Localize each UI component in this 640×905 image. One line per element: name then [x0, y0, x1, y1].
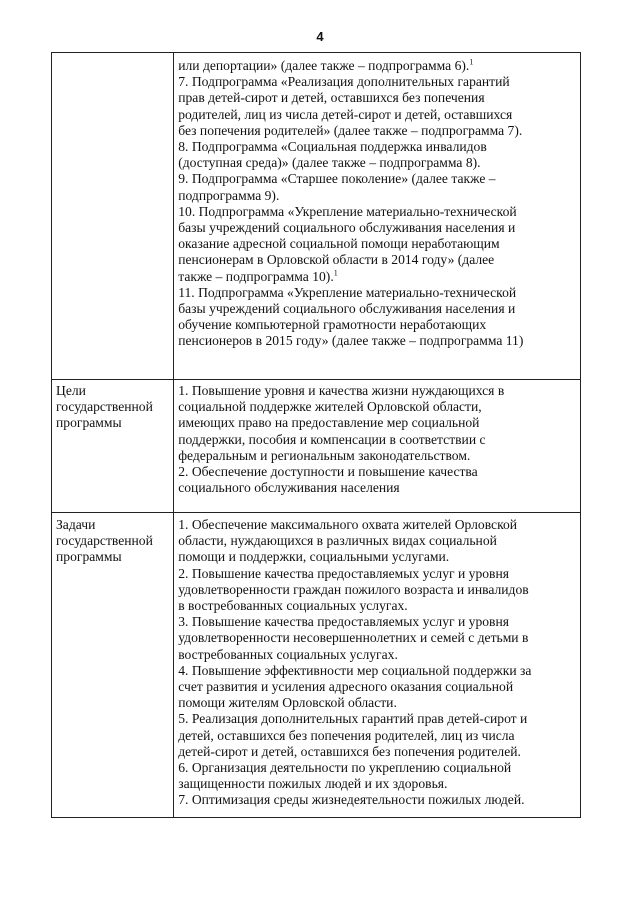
content-line: 7. Подпрограмма «Реализация дополнительных гарантий: [178, 74, 510, 90]
content-line: 1. Обеспечение максимального охвата жителей Орловской: [178, 517, 518, 532]
content-line: базы учреждений социального обслуживания населения и: [178, 220, 516, 236]
row-label-tasks: Задачи государственной программы: [52, 513, 174, 818]
table-row-tasks: [52, 513, 581, 818]
program-passport-table: [51, 52, 581, 818]
content-line: 2. Повышение качества предоставляемых услуг и уровня: [178, 565, 509, 581]
content-line: поддержки, пособия и компенсации в соответствии с: [178, 431, 486, 447]
content-line: имеющих право на предоставление мер социальной: [178, 415, 480, 431]
content-line: удовлетворенности граждан пожилого возраста и инвалидов: [178, 581, 529, 597]
content-line: пенсионеров в 2015 году» (далее также – подпрограмма 11): [178, 333, 524, 349]
content-line: прав детей-сирот и детей, оставшихся без попечения: [178, 90, 485, 106]
content-line: базы учреждений социального обслуживания населения и: [178, 301, 516, 317]
content-line: подпрограмма 9).: [178, 187, 280, 203]
content-line: счет развития и усиления адресного оказания социальной: [178, 679, 514, 695]
content-line: помощи и поддержки, социальными услугами.: [178, 549, 450, 565]
content-line: родителей, лиц из числа детей-сирот и детей, оставшихся: [178, 106, 513, 122]
content-line: помощи жителям Орловской области.: [178, 695, 397, 711]
content-line: области, нуждающихся в различных видах социальной: [178, 533, 497, 549]
content-line: востребованных социальных услугах.: [178, 646, 398, 662]
footnote-mark: 1: [333, 268, 338, 278]
content-line: социального обслуживания населения: [178, 480, 400, 496]
row-label-goals: Цели государственной программы: [52, 380, 174, 513]
content-line: 11. Подпрограмма «Укрепление материально-технической: [178, 284, 517, 300]
tasks-cell: [174, 513, 581, 818]
content-line: 8. Подпрограмма «Социальная поддержка инвалидов: [178, 139, 487, 155]
content-line: удовлетворенности несовершеннолетних и семей с детьми в: [178, 630, 529, 646]
subprograms-cell: [174, 53, 581, 380]
content-line: также – подпрограмма 10).$^1$: [178, 268, 338, 284]
goals-cell: [174, 380, 581, 513]
content-line: оказание адресной социальной помощи неработающим: [178, 236, 500, 252]
content-line: федеральным и региональным законодательством.: [178, 447, 471, 463]
content-line: без попечения родителей» (далее также – подпрограмма 7).: [178, 122, 523, 138]
page-number: 4: [316, 29, 324, 44]
content-line: детей, оставшихся без попечения родителей, лиц из числа: [178, 727, 515, 743]
content-line: 7. Оптимизация среды жизнедеятельности пожилых людей.: [178, 792, 525, 808]
content-line: обучение компьютерной грамотности неработающих: [178, 317, 487, 333]
table-row-subprograms: [52, 53, 581, 380]
content-line: 9. Подпрограмма «Старшее поколение» (далее также –: [178, 171, 496, 187]
content-line: 3. Повышение качества предоставляемых услуг и уровня: [178, 614, 509, 630]
content-line: (доступная среда)» (далее также – подпрограмма 8).: [178, 155, 481, 171]
footnote-mark: 1: [469, 57, 474, 67]
content-line: 10. Подпрограмма «Укрепление материально-технической: [178, 203, 517, 219]
table-row-goals: [52, 380, 581, 513]
content-line: детей-сирот и детей, оставшихся без попечения родителей.: [178, 743, 521, 759]
content-line: 1. Повышение уровня и качества жизни нуждающихся в: [178, 383, 505, 398]
content-line: 6. Организация деятельности по укреплению социальной: [178, 760, 512, 776]
content-line: социальной поддержке жителей Орловской области,: [178, 399, 482, 415]
content-line: в востребованных социальных услугах.: [178, 598, 408, 614]
content-line: защищенности пожилых людей и их здоровья.: [178, 776, 448, 792]
content-line: 5. Реализация дополнительных гарантий прав детей-сирот и: [178, 711, 528, 727]
content-line: 4. Повышение эффективности мер социальной поддержки за: [178, 662, 532, 678]
content-line: 2. Обеспечение доступности и повышение качества: [178, 464, 478, 480]
content-line: или депортации» (далее также – подпрограмма 6).$^1$: [178, 57, 474, 73]
row-label-empty: [52, 53, 174, 380]
content-line: пенсионерам в Орловской области в 2014 году» (далее: [178, 252, 495, 268]
